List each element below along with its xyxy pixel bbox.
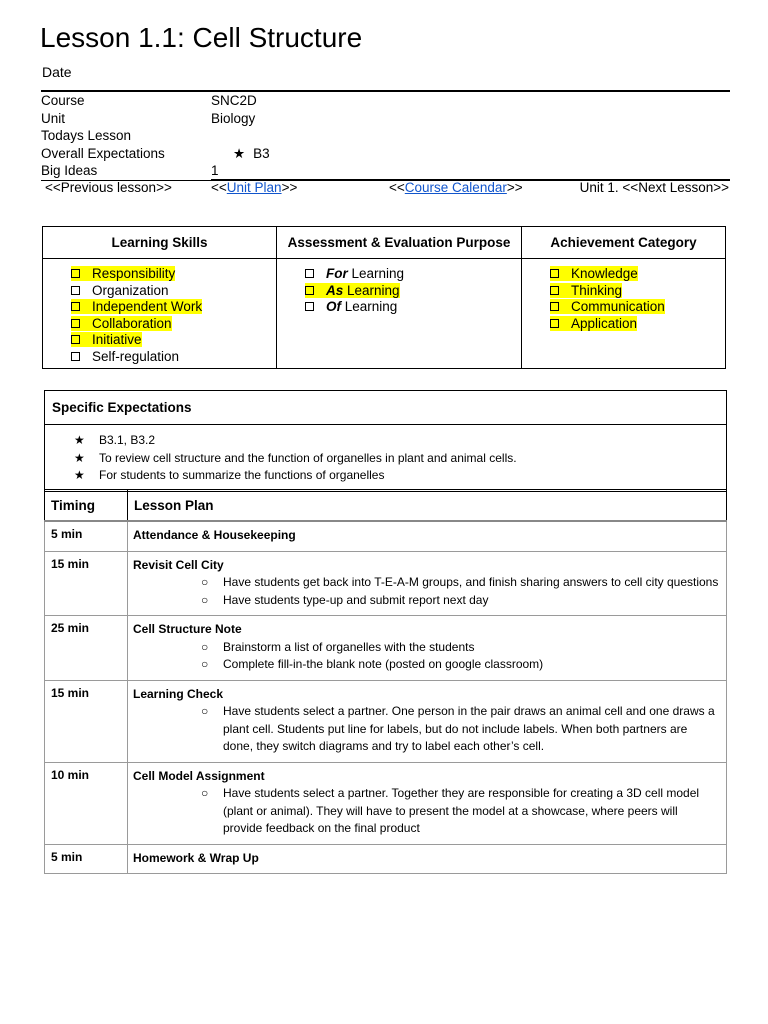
purpose-header: Assessment & Evaluation Purpose <box>277 227 521 259</box>
next-lesson-link[interactable]: Unit 1. <<Next Lesson>> <box>579 180 729 195</box>
star-bullet-icon: ★ <box>74 433 85 447</box>
lesson-navigation <box>41 179 730 197</box>
circle-bullet-icon: ○ <box>201 704 209 718</box>
list-item: ○ Have students get back into T-E-A-M groups, and finish sharing answers to cell city questions <box>223 574 720 592</box>
checkbox-icon <box>71 352 80 361</box>
list-item: ○ Brainstorm a list of organelles with the students <box>223 639 720 657</box>
timing-header: Timing <box>45 490 128 522</box>
lesson-plan-table <box>44 489 727 874</box>
learning-skills-header: Learning Skills <box>43 227 276 259</box>
list-item[interactable]: Knowledge <box>550 266 665 283</box>
activity-title: Revisit Cell City <box>133 557 224 572</box>
achievement-list <box>550 266 665 332</box>
achievement-header: Achievement Category <box>522 227 725 259</box>
info-row-course <box>41 92 730 110</box>
activity-title: Attendance & Housekeeping <box>133 528 296 542</box>
table-header-row <box>45 490 727 522</box>
info-row-unit <box>41 110 730 128</box>
timing-cell: 15 min <box>45 551 128 616</box>
timing-cell: 10 min <box>45 762 128 844</box>
info-row-overall-expectations <box>41 145 730 163</box>
checkbox-icon <box>550 269 559 278</box>
info-value: Biology <box>211 110 256 126</box>
checkbox-icon <box>550 319 559 328</box>
table-row <box>45 680 727 762</box>
list-item[interactable]: As Learning <box>305 283 404 300</box>
info-value <box>211 127 730 145</box>
list-item[interactable]: Application <box>550 316 665 333</box>
course-calendar-nav: <<Course Calendar>> <box>389 180 523 195</box>
activity-title: Cell Model Assignment <box>133 768 265 783</box>
checkbox-icon <box>71 286 80 295</box>
learning-skills-list <box>71 266 202 365</box>
lesson-plan-header: Lesson Plan <box>128 490 727 522</box>
table-row <box>45 762 727 844</box>
checkbox-icon <box>550 302 559 311</box>
unit-plan-nav: <<Unit Plan>> <box>211 180 298 195</box>
circle-bullet-icon: ○ <box>201 639 209 654</box>
checkbox-icon <box>71 269 80 278</box>
checkbox-icon <box>305 302 314 311</box>
info-value: SNC2D <box>211 93 257 108</box>
star-bullet-icon: ★ <box>233 145 246 161</box>
info-value: B3 <box>253 145 270 161</box>
list-item[interactable]: Thinking <box>550 283 665 300</box>
list-item: ★ To review cell structure and the function of organelles in plant and animal cells. <box>45 450 726 468</box>
info-key: Big Ideas <box>41 163 98 178</box>
previous-lesson-link[interactable]: <<Previous lesson>> <box>45 180 172 195</box>
timing-cell: 15 min <box>45 680 128 762</box>
checkbox-icon <box>71 319 80 328</box>
checkbox-icon <box>71 335 80 344</box>
list-item: ★ B3.1, B3.2 <box>45 432 726 450</box>
unit-plan-link[interactable]: Unit Plan <box>226 180 282 195</box>
list-item[interactable]: Organization <box>71 283 202 300</box>
info-value: 1 <box>211 163 219 178</box>
timing-cell: 5 min <box>45 521 128 551</box>
purpose-column <box>277 227 522 368</box>
list-item: ○ Have students type-up and submit report next day <box>223 592 720 610</box>
purpose-list <box>305 266 404 316</box>
info-row-big-ideas <box>41 162 730 181</box>
activity-title: Learning Check <box>133 686 224 701</box>
page-title: Lesson 1.1: Cell Structure <box>40 22 363 53</box>
specific-expectations-list <box>45 425 726 491</box>
circle-bullet-icon: ○ <box>201 592 209 607</box>
list-item[interactable]: Of Learning <box>305 299 404 316</box>
checkbox-icon <box>550 286 559 295</box>
list-item[interactable]: Self-regulation <box>71 349 202 366</box>
info-key: Unit <box>41 110 66 126</box>
activity-title: Cell Structure Note <box>133 622 242 636</box>
list-item: ○ Complete fill-in-the blank note (posted on google classroom) <box>223 656 720 674</box>
info-key: Overall Expectations <box>41 145 165 161</box>
table-row <box>45 616 727 681</box>
table-row <box>45 521 727 551</box>
info-key: Todays Lesson <box>41 128 132 143</box>
star-bullet-icon: ★ <box>74 450 85 465</box>
list-item[interactable]: For Learning <box>305 266 404 283</box>
circle-bullet-icon: ○ <box>201 786 209 800</box>
list-item[interactable]: Collaboration <box>71 316 202 333</box>
list-item: ○ Have students select a partner. Together they are responsible for creating a 3D cell model (plant or animal). They will have to present the model at a showcase, where peers will provide feedback on the final product <box>201 786 700 835</box>
lesson-info-table <box>41 90 730 181</box>
list-item: ○ Have students select a partner. One person in the pair draws an animal cell and one draws a plant cell. Students put line for labels, but do not include labels. When both partners are done, they switch diagrams and try to label each other’s cell. <box>201 704 715 753</box>
timing-cell: 5 min <box>45 844 128 874</box>
achievement-column <box>522 227 725 368</box>
circle-bullet-icon: ○ <box>201 575 209 589</box>
date-label: Date <box>42 64 72 80</box>
list-item: ★ For students to summarize the functions of organelles <box>45 467 726 485</box>
activity-title: Homework & Wrap Up <box>133 850 259 865</box>
table-row <box>45 551 727 616</box>
table-row <box>45 844 727 874</box>
star-bullet-icon: ★ <box>74 468 85 482</box>
skills-table <box>42 226 726 369</box>
info-row-todays-lesson <box>41 127 730 145</box>
checkbox-icon <box>305 269 314 278</box>
course-calendar-link[interactable]: Course Calendar <box>404 180 507 195</box>
list-item[interactable]: Responsibility <box>71 266 202 283</box>
timing-cell: 25 min <box>45 616 128 681</box>
learning-skills-column <box>43 227 277 368</box>
checkbox-icon <box>71 302 80 311</box>
list-item[interactable]: Communication <box>550 299 665 316</box>
checkbox-icon <box>305 286 314 295</box>
specific-expectations-box <box>44 390 727 492</box>
specific-expectations-header: Specific Expectations <box>45 391 726 425</box>
info-key: Course <box>41 93 85 108</box>
list-item[interactable]: Initiative <box>71 332 202 349</box>
circle-bullet-icon: ○ <box>201 657 209 671</box>
list-item[interactable]: Independent Work <box>71 299 202 316</box>
